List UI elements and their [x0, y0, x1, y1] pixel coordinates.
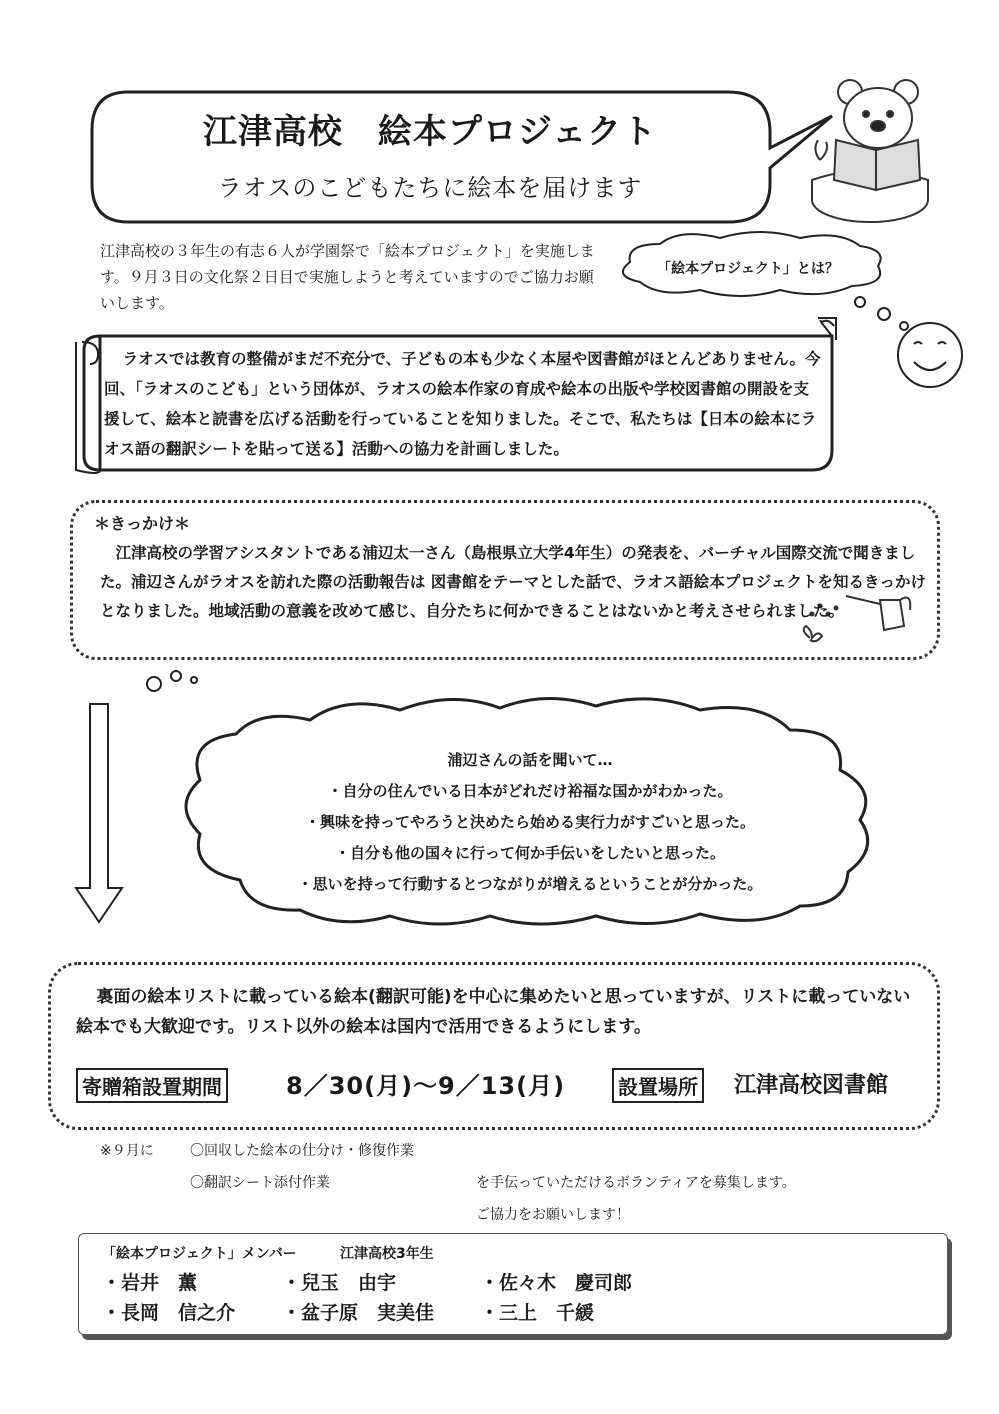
- impressions-content: [250, 745, 810, 900]
- member-name: ・盆子原 実美佳: [282, 1302, 435, 1324]
- volunteer-item: 〇回収した絵本の仕分け・修復作業: [190, 1143, 414, 1159]
- donation-text: 裏面の絵本リストに載っている絵本(翻訳可能)を中心に集めたいと思っていますが、リストに載っていない絵本でも大歓迎です。リスト以外の絵本は国内で活用できるようにします。: [76, 987, 911, 1037]
- member-name: ・長岡 信之介: [102, 1302, 236, 1324]
- page-subtitle: ラオスのこどもたちに絵本を届けます: [217, 174, 643, 202]
- member-name: ・兒玉 由宇: [282, 1272, 397, 1294]
- intro-text: 江津高校の３年生の有志６人が学園祭で「絵本プロジェクト」を実施します。９月３日の文化祭２日目で実施しようと考えていますのでご協力お願いします。: [100, 242, 595, 312]
- question-label: 「絵本プロジェクト」とは？: [657, 261, 839, 277]
- period-label: 寄贈箱設置期間: [76, 1068, 228, 1103]
- kikkake-text: 江津高校の学習アシスタントである浦辺太一さん（島根県立大学4年生）の発表を、バーチャル国際交流で聞きました。浦辺さんがラオスを訪れた際の活動報告は 図書館をテーマとした話で、ラオス語絵本プロジェクトを知るきっかけとなりました。地域活動の意義を改めて感じ、自分たちに何かできることはないかと考えさせられました。: [100, 544, 926, 620]
- smiley-face-icon: [898, 323, 962, 387]
- place-value: 江津高校図書館: [734, 1073, 889, 1098]
- impression-item: ・自分の住んでいる日本がどれだけ裕福な国かがわかった。: [327, 782, 733, 800]
- page-title: 江津高校 絵本プロジェクト: [202, 112, 658, 152]
- about-text: ラオスでは教育の整備がまだ不充分で、子どもの本も少なく本屋や図書館がほとんどありません。今回、「ラオスのこども」という団体が、ラオスの絵本作家の育成や絵本の出版や学校図書館の開設を支援して、絵本と読書を広げる活動を行っていることを知りました。そこで、私たちは【日本の絵本にラオス語の翻訳シートを貼って送る】活動への協力を計画しました。: [104, 350, 821, 458]
- impressions-heading: 浦辺さんの話を聞いて…: [447, 751, 613, 769]
- period-value: 8／30(月)～9／13(月): [286, 1072, 566, 1100]
- impression-item: ・思いを持って行動するとつながりが増えるということが分かった。: [297, 875, 763, 893]
- volunteer-prefix: ※９月に: [100, 1143, 154, 1159]
- members-heading: 「絵本プロジェクト」メンバー: [102, 1246, 297, 1262]
- member-name: ・三上 千緩: [480, 1302, 595, 1324]
- thought-dots: [147, 671, 197, 691]
- member-name: ・岩井 薫: [102, 1272, 198, 1294]
- volunteer-suffix: を手伝っていただけるボランティアを募集します。: [476, 1175, 796, 1191]
- down-arrow-icon: [76, 704, 122, 922]
- volunteer-item: 〇翻訳シート添付作業: [190, 1175, 330, 1191]
- member-name: ・佐々木 慶司郎: [480, 1272, 633, 1294]
- impression-item: ・自分も他の国々に行って何か手伝いをしたいと思った。: [334, 844, 725, 862]
- place-label: 設置場所: [612, 1068, 704, 1103]
- kikkake-title: ＊きっかけ＊: [94, 514, 191, 533]
- bear-reading-icon: [812, 80, 928, 222]
- impression-item: ・興味を持ってやろうと決めたら始める実行力がすごいと思った。: [304, 813, 755, 831]
- members-school: 江津高校3年生: [340, 1246, 434, 1262]
- volunteer-request: ご協力をお願いします！: [476, 1207, 630, 1223]
- question-cloud: [623, 232, 908, 330]
